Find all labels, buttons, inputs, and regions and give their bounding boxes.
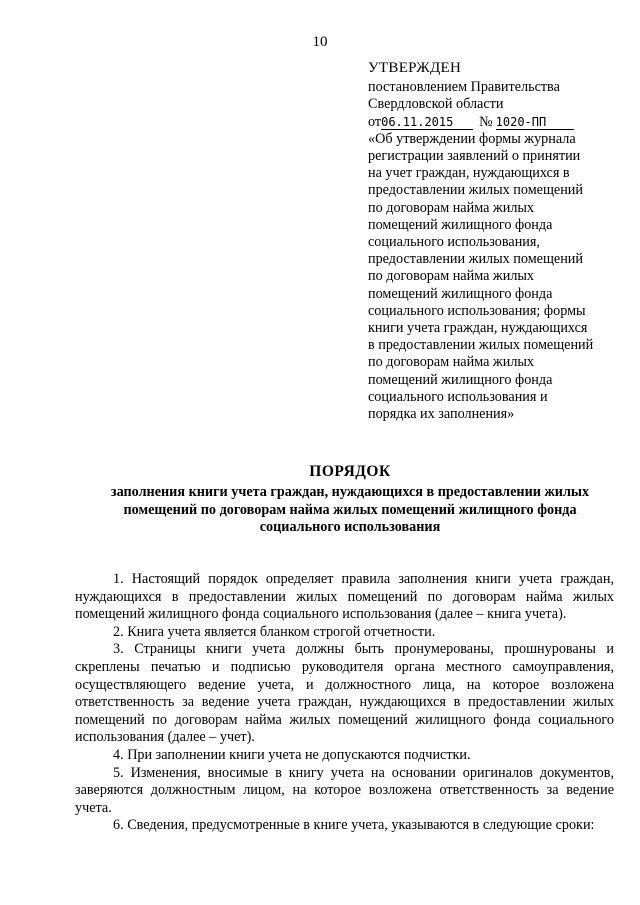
paragraph-5: 5. Изменения, вносимые в книгу учета на основании оригиналов документов, заверяются должностным лицом, на которое возложена ответственность за ведение учета. bbox=[75, 764, 614, 816]
resolution-line: книги учета граждан, нуждающихся bbox=[368, 320, 588, 337]
resolution-line: социального использования; формы bbox=[368, 302, 586, 319]
subtitle-line: социального использования bbox=[259, 519, 441, 535]
resolution-line: по договорам найма жилых bbox=[368, 354, 535, 371]
approval-date: 06.11.2015 bbox=[381, 115, 473, 130]
document-body bbox=[75, 571, 614, 835]
resolution-line: по договорам найма жилых bbox=[368, 268, 535, 285]
approved-heading: УТВЕРЖДЕН bbox=[368, 60, 462, 76]
paragraph-1: 1. Настоящий порядок определяет правила заполнения книги учета граждан, нуждающихся в предоставлении жилых помещений по договорам найма жилых помещений жилищного фонда социального использования (далее – книга учета). bbox=[75, 571, 614, 623]
resolution-line: на учет граждан, нуждающихся в bbox=[368, 165, 570, 182]
approval-number: 1020-ПП bbox=[496, 115, 574, 130]
subtitle-line: заполнения книги учета граждан, нуждающихся в предоставлении жилых bbox=[110, 484, 590, 500]
resolution-line: социального использования и bbox=[368, 388, 548, 405]
paragraph-6: 6. Сведения, предусмотренные в книге учета, указываются в следующие сроки: bbox=[113, 817, 595, 834]
resolution-line: помещений жилищного фонда bbox=[368, 371, 553, 388]
resolution-line: по договорам найма жилых bbox=[368, 199, 535, 216]
resolution-line: помещений жилищного фонда bbox=[368, 285, 553, 302]
paragraph-3: 3. Страницы книги учета должны быть пронумерованы, прошнурованы и скреплены печатью и подписью руководителя органа местного самоуправления, осуществляющего ведение учета, и должностного лица, на которое возложена ответственность за ведение учета граждан, нуждающихся в предоставлении жилых помещений по договорам найма жилых помещений жилищного фонда социального использования (далее – учет). bbox=[75, 641, 614, 746]
resolution-line: регистрации заявлений о принятии bbox=[368, 148, 581, 165]
paragraph-4: 4. При заполнении книги учета не допускаются подчистки. bbox=[113, 746, 471, 763]
resolution-line: социального использования, bbox=[368, 234, 540, 251]
number-sign: № bbox=[479, 113, 493, 130]
approval-stamp-block bbox=[368, 60, 618, 423]
subtitle-line: помещений по договорам найма жилых помещений жилищного фонда bbox=[123, 501, 577, 518]
resolution-line: порядка их заполнения» bbox=[368, 406, 515, 423]
approval-date-row bbox=[368, 114, 618, 131]
paragraph-2: 2. Книга учета является бланком строгой отчетности. bbox=[113, 623, 436, 640]
resolution-line: помещений жилищного фонда bbox=[368, 216, 553, 233]
approval-line-1: постановлением Правительства bbox=[368, 79, 560, 96]
resolution-line: «Об утверждении формы журнала bbox=[368, 130, 576, 147]
resolution-line: предоставлении жилых помещений bbox=[368, 182, 583, 199]
document-title: ПОРЯДОК bbox=[309, 463, 391, 480]
page-number: 10 bbox=[312, 34, 328, 50]
document-subtitle bbox=[70, 484, 630, 537]
date-prefix: от bbox=[368, 113, 382, 130]
resolution-line: предоставлении жилых помещений bbox=[368, 251, 583, 268]
resolution-line: в предоставлении жилых помещений bbox=[368, 337, 594, 354]
approval-line-2: Свердловской области bbox=[368, 96, 504, 113]
